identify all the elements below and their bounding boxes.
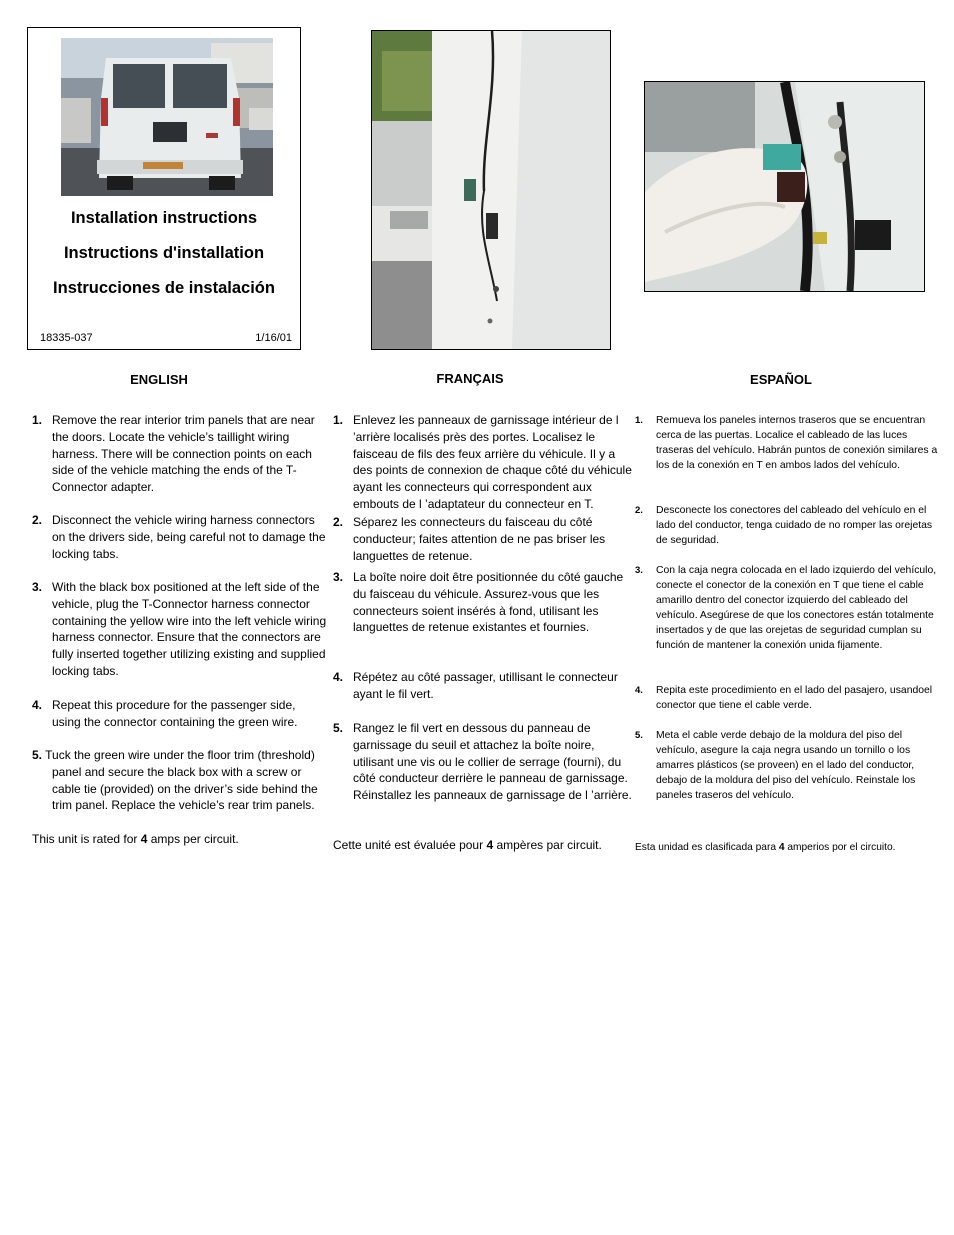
document-date: 1/16/01 bbox=[255, 332, 292, 344]
van-rear-photo bbox=[61, 38, 273, 196]
french-step-4: 4. Répétez au côté passager, utillisant le connecteur ayant le fil vert. bbox=[333, 670, 618, 701]
spanish-step-4: 4. Repita este procedimiento en el lado del pasajero, usandoel conector que tiene el cable verde. bbox=[635, 685, 933, 711]
english-step-1: 1. Remove the rear interior trim panels that are near the doors. Locate the vehicle’s taillight wiring harness. There will be connection points on each side of the vehicle matching the ends of the T-Connector adapter. bbox=[32, 413, 315, 495]
french-step-5: 5. Rangez le fil vert en dessous du panneau de garnissage du seuil et attachez la boîte noire, utilisant une vis ou le collier de serrage (fourni), du côté conducteur derrière le panneau de garnissage. Réinstallez les panneaux de garnissage de l ’arrière. bbox=[333, 721, 632, 803]
english-step-5: 5. Tuck the green wire under the floor trim (threshold) panel and secure the black box with a screw or cable tie (provided) on the driver’s side behind the trim panel. Replace the vehicle’s rear trim panels. bbox=[32, 748, 318, 813]
title-french: Instructions d'installation bbox=[63, 244, 265, 262]
title-spanish: Instrucciones de instalación bbox=[53, 279, 275, 297]
french-heading: FRANÇAIS bbox=[436, 371, 504, 386]
door-pillar-photo bbox=[371, 30, 611, 350]
spanish-heading: ESPAÑOL bbox=[750, 372, 812, 387]
french-rating: Cette unité est évaluée pour 4 ampères par circuit. bbox=[333, 838, 602, 852]
title-english: Installation instructions bbox=[70, 209, 258, 227]
spanish-step-3: 3. Con la caja negra colocada en el lado izquierdo del vehículo, conecte el conector de la conexión en T que tiene el cable amarillo dentro del conector izquierdo del cableado del vehículo. Asegúrese de que los conectores están totalmente insertados y de que las orejetas de seguridad cumplan su función de mantener la conexión unida fijamente. bbox=[635, 565, 937, 651]
connector-in-hand-photo bbox=[644, 81, 925, 292]
english-heading: ENGLISH bbox=[130, 372, 188, 387]
cover-box bbox=[27, 27, 301, 350]
english-rating: This unit is rated for 4 amps per circuit. bbox=[32, 832, 239, 846]
spanish-step-1: 1. Remueva los paneles internos traseros que se encuentran cerca de las puertas. Localice el cableado de las luces traseras del vehículo. Habrán puntos de conexión similares a los de la conexión en T en ambos lados del vehículo. bbox=[635, 415, 938, 471]
english-step-2: 2. Disconnect the vehicle wiring harness connectors on the drivers side, being careful not to damage the locking tabs. bbox=[32, 513, 326, 561]
spanish-step-5: 5. Meta el cable verde debajo de la moldura del piso del vehículo, asegure la caja negra usando un tornillo o los amarres plásticos (se proveen) en el lado del conductor, debajo de la moldura del piso del vehículo. Reinstale los paneles traseros del vehículo. bbox=[635, 730, 916, 801]
spanish-rating: Esta unidad es clasificada para 4 amperios por el circuito. bbox=[635, 842, 896, 853]
part-number: 18335-037 bbox=[40, 332, 93, 344]
english-step-3: 3. With the black box positioned at the left side of the vehicle, plug the T-Connector harness connector containing the yellow wire into the left vehicle wiring harness connector. Ensure that the connectors are fully inserted together utilizing existing and supplied locking tabs. bbox=[32, 580, 327, 678]
french-step-3: 3. La boîte noire doit être positionnée du côté gauche du faisceau du véhicule. Assurez-vous que les connecteurs soient insérés à fond, utilisant les languettes de retenue existantes et fournies. bbox=[333, 570, 624, 635]
english-step-4: 4. Repeat this procedure for the passenger side, using the connector containing the green wire. bbox=[32, 698, 298, 729]
spanish-step-2: 2. Desconecte los conectores del cableado del vehículo en el lado del conductor, tenga cuidado de no romper las orejetas de seguridad. bbox=[635, 505, 933, 546]
french-step-2: 2. Séparez les connecteurs du faisceau du côté conducteur; faites attention de ne pas briser les languettes de retenue. bbox=[333, 515, 606, 563]
french-step-1: 1. Enlevez les panneaux de garnissage intérieur de l ’arrière localisés près des portes. Localisez le faisceau de fils des feux arrière du véhicule. Il y a des points de connexion de chaque côté du véhicule ayant les connecteurs qui correspondent aux embouts de l ’adaptateur du connecteur en T. bbox=[333, 413, 632, 511]
